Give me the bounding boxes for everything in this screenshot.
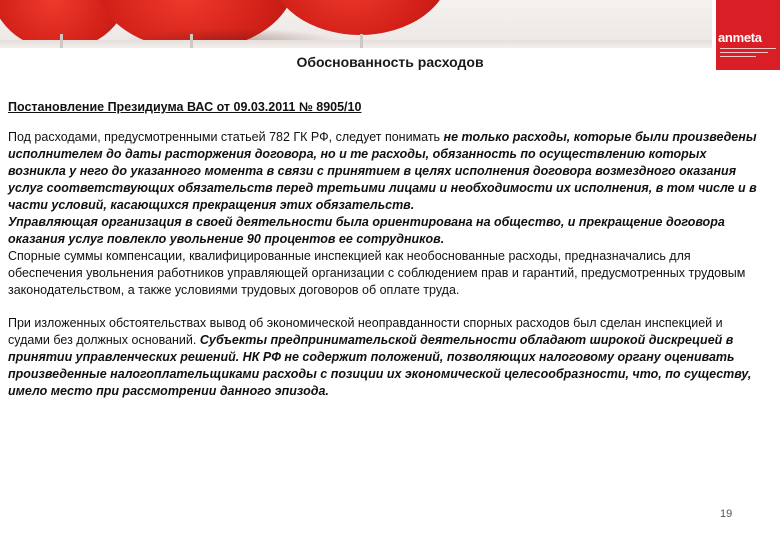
chair-leg: [190, 34, 193, 48]
logo-tagline-line: [720, 52, 768, 53]
chair-leg: [60, 34, 63, 48]
logo-text: anmeta: [718, 30, 762, 45]
paragraph-emphasis-text: не только расходы, которые были произведены исполнителем до даты расторжения договора, но и те расходы, обязанность по осуществлению которых возникла у него до указанного момента в связи с принятием в целях исполнения договора возмездного оказания услуг соответствующих обязательств перед третьими лицами и необходимости их исполнения, в том числе и в части условий, касающихся прекращения этих обязательств.: [8, 130, 757, 212]
chair-leg: [360, 34, 363, 48]
floor-strip: [0, 40, 712, 48]
paragraph-normal-text: Под расходами, предусмотренными статьей 782 ГК РФ, следует понимать: [8, 130, 444, 144]
court-ruling-reference: Постановление Президиума ВАС от 09.03.2011 № 8905/10: [8, 100, 362, 114]
header-photo-banner: [0, 0, 712, 48]
slide-title: Обоснованность расходов: [296, 54, 484, 70]
logo-tagline-line: [720, 48, 776, 49]
paragraph-emphasis-text: Субъекты предпринимательской деятельности обладают широкой дискрецией в принятии управленческих решений. НК РФ не содержит положений, позволяющих налоговому органу оценивать произведенные налогоплательщиками расходы с позиции их экономической целесообразности, что, по существу, имело место при рассмотрении данного эпизода.: [8, 333, 752, 398]
paragraph-management-company: Управляющая организация в своей деятельности была ориентирована на общество, и прекращение договора оказания услуг повлекло увольнение 90 процентов ее сотрудников.: [8, 215, 725, 246]
paragraph-compensation: Спорные суммы компенсации, квалифицированные инспекцией как необоснованные расходы, предназначались для обеспечения увольнения работников управляющей организации с соблюдением прав и гарантий, предусмотренных трудовым законодательством, а также условиями трудовых договоров об оплате труда.: [8, 249, 746, 297]
paragraph-normal-text: При изложенных обстоятельствах вывод об экономической неоправданности спорных расходов был сделан инспекцией и судами без должных оснований.: [8, 316, 723, 347]
paragraph-expenses-definition: [8, 129, 760, 214]
slide-body: [8, 129, 760, 400]
paragraph-conclusion: [8, 315, 760, 400]
page-number: 19: [720, 508, 733, 520]
